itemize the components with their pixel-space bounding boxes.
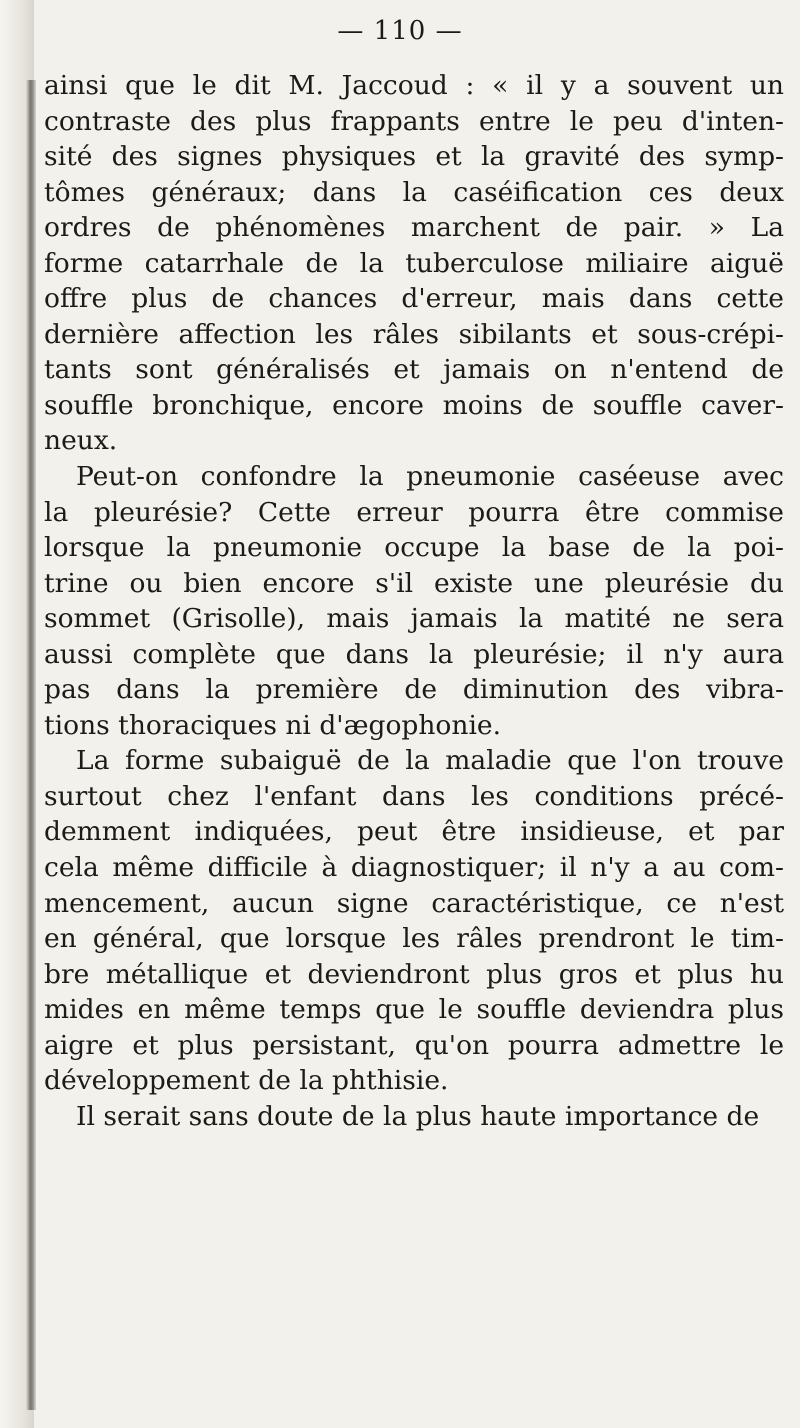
text-line: ainsi que le dit M. Jaccoud : « il y a souvent un <box>44 70 784 101</box>
paragraph-end-line: développement de la phthisie. <box>44 1065 449 1097</box>
paragraph-end-line: tions thoraciques ni d'ægophonie. <box>44 709 502 741</box>
paragraph-start-line: Peut-on confondre la pneumonie caséeuse avec <box>76 461 784 493</box>
text-line: demment indiquées, peut être insidieuse, et par <box>44 816 784 848</box>
text-line: la pleurésie? Cette erreur pourra être commise <box>44 496 784 528</box>
text-line: trine ou bien encore s'il existe une pleurésie du <box>44 567 784 599</box>
text-line: tants sont généralisés et jamais on n'entend de <box>44 354 784 386</box>
text-line: pas dans la première de diminution des vibra- <box>44 674 784 706</box>
text-line: sité des signes physiques et la gravité des symp- <box>44 141 784 173</box>
text-line: mencement, aucun signe caractéristique, ce n'est <box>44 887 784 919</box>
text-line: surtout chez l'enfant dans les conditions précé- <box>44 780 784 812</box>
text-line: souffle bronchique, encore moins de souffle caver- <box>44 389 784 421</box>
page-number: — 110 — <box>337 16 463 46</box>
text-line: aussi complète que dans la pleurésie; il n'y aura <box>44 638 784 670</box>
paragraph-end-line: neux. <box>44 425 118 457</box>
text-line: ordres de phénomènes marchent de pair. » La <box>44 212 784 244</box>
paragraph-start-line: La forme subaiguë de la maladie que l'on trouve <box>76 745 784 777</box>
body-text <box>44 68 784 1134</box>
text-line: bre métallique et deviendront plus gros et plus hu <box>44 958 784 990</box>
text-line: en général, que lorsque les râles prendront le tim- <box>44 923 784 955</box>
text-line: aigre et plus persistant, qu'on pourra admettre le <box>44 1029 784 1061</box>
text-line: sommet (Grisolle), mais jamais la matité ne sera <box>44 603 784 635</box>
text-line: offre plus de chances d'erreur, mais dans cette <box>44 283 784 315</box>
text-line: dernière affection les râles sibilants et sous-crépi- <box>44 318 784 350</box>
paragraph-start-line: Il serait sans doute de la plus haute importance de <box>76 1100 760 1132</box>
text-line: mides en même temps que le souffle deviendra plus <box>44 994 784 1026</box>
text-line: contraste des plus frappants entre le peu d'inten- <box>44 105 784 137</box>
text-line: forme catarrhale de la tuberculose miliaire aiguë <box>44 247 784 279</box>
text-line: tômes généraux; dans la caséification ces deux <box>44 176 784 208</box>
text-line: lorsque la pneumonie occupe la base de la poi- <box>44 532 784 564</box>
binding-shadow <box>26 80 36 1410</box>
text-line: cela même difficile à diagnostiquer; il n'y a au com- <box>44 852 784 884</box>
